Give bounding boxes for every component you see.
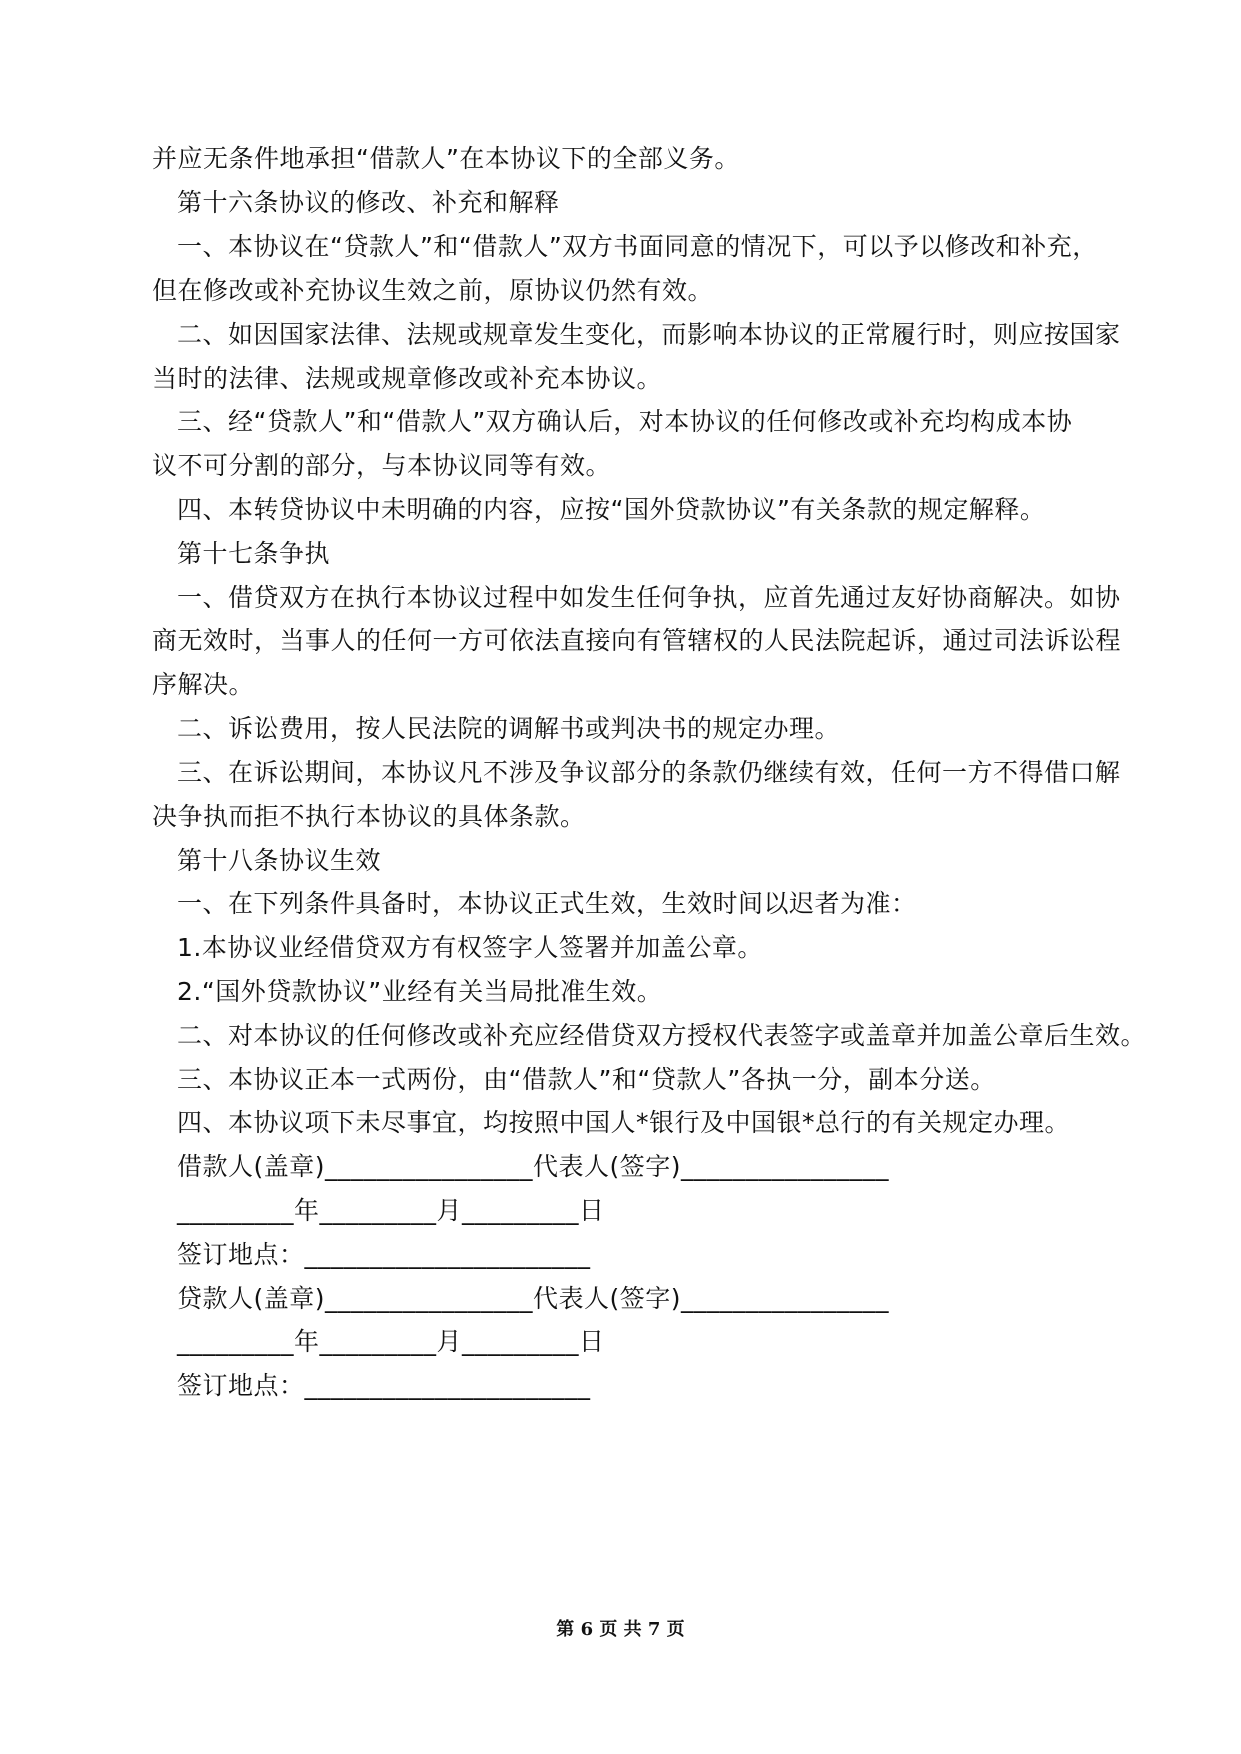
signing-place-line: 签订地点：______________________ [177,1371,591,1400]
text-line: 二、诉讼费用，按人民法院的调解书或判决书的规定办理。 [177,714,841,743]
date-line: _________年_________月_________日 [177,1196,605,1225]
text-line: 决争执而拒不执行本协议的具体条款。 [152,802,586,831]
text-line: 二、对本协议的任何修改或补充应经借贷双方授权代表签字或盖章并加盖公章后生效。 [177,1021,1147,1050]
section-heading: 第十七条争执 [177,539,331,568]
text-line: 并应无条件地承担“借款人”在本协议下的全部义务。 [152,144,740,173]
text-line: 当时的法律、法规或规章修改或补充本协议。 [152,364,663,393]
list-item: 2.“国外贷款协议”业经有关当局批准生效。 [177,977,663,1006]
text-line: 三、在诉讼期间，本协议凡不涉及争议部分的条款仍继续有效，任何一方不得借口解 [177,758,1121,787]
text-line: 三、本协议正本一式两份，由“借款人”和“贷款人”各执一分，副本分送。 [177,1065,996,1094]
text-line: 四、本协议项下未尽事宜，均按照中国人*银行及中国银*总行的有关规定办理。 [177,1108,1071,1137]
page-footer: 第 6 页 共 7 页 [556,1619,685,1640]
text-line: 二、如因国家法律、法规或规章发生变化，而影响本协议的正常履行时，则应按国家 [177,320,1121,349]
section-heading: 第十八条协议生效 [177,846,382,875]
text-line: 议不可分割的部分，与本协议同等有效。 [152,451,612,480]
text-line: 四、本转贷协议中未明确的内容，应按“国外贷款协议”有关条款的规定解释。 [177,495,1046,524]
text-line: 商无效时，当事人的任何一方可依法直接向有管辖权的人民法院起诉，通过司法诉讼程 [152,626,1122,655]
text-line: 序解决。 [152,670,255,699]
text-line: 但在修改或补充协议生效之前，原协议仍然有效。 [152,276,714,305]
list-item: 1.本协议业经借贷双方有权签字人签署并加盖公章。 [177,933,763,962]
text-line: 一、在下列条件具备时，本协议正式生效，生效时间以迟者为准： [177,889,917,918]
signature-line-borrower: 借款人(盖章)________________代表人(签字)________________ [177,1152,890,1181]
text-line: 三、经“贷款人”和“借款人”双方确认后，对本协议的任何修改或补充均构成本协 [177,407,1073,436]
date-line: _________年_________月_________日 [177,1327,605,1356]
text-line: 一、借贷双方在执行本协议过程中如发生任何争执，应首先通过友好协商解决。如协 [177,583,1121,612]
signature-line-lender: 贷款人(盖章)________________代表人(签字)________________ [177,1284,890,1313]
section-heading: 第十六条协议的修改、补充和解释 [177,188,560,217]
signing-place-line: 签订地点：______________________ [177,1240,591,1269]
text-line: 一、本协议在“贷款人”和“借款人”双方书面同意的情况下，可以予以修改和补充， [177,232,1098,261]
